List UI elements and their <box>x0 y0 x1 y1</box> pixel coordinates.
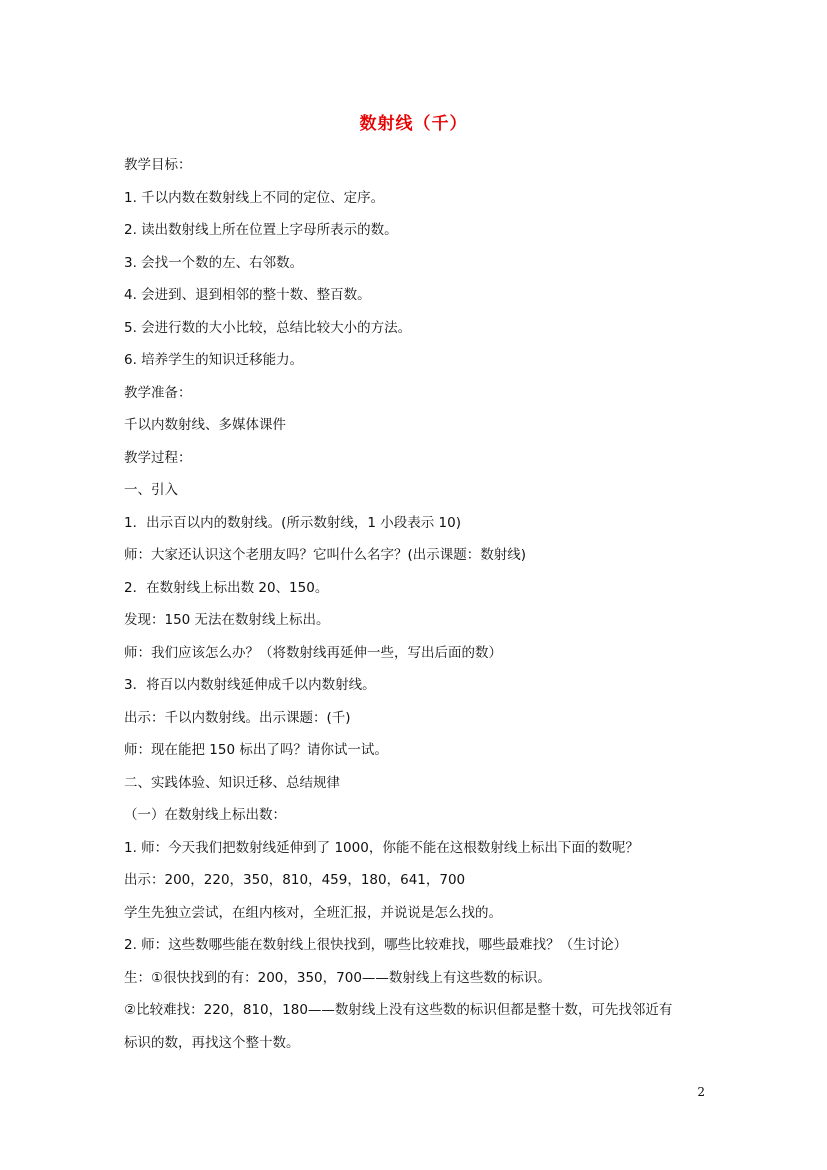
paragraph-line: （一）在数射线上标出数： <box>124 807 286 823</box>
paragraph-line: 师：我们应该怎么办？（将数射线再延伸一些，写出后面的数） <box>124 644 502 661</box>
document-title: 数射线（千） <box>359 114 468 134</box>
page-number: 2 <box>697 1085 705 1099</box>
paragraph-line: 学生先独立尝试，在组内核对，全班汇报，并说说是怎么找的。 <box>124 904 502 921</box>
paragraph-line: 千以内数射线、多媒体课件 <box>124 417 286 433</box>
objective-item: 5. 会进行数的大小比较，总结比较大小的方法。 <box>124 319 412 336</box>
section-heading-preparation: 教学准备： <box>124 384 192 401</box>
paragraph-line: 1. 师：今天我们把数射线延伸到了 1000，你能不能在这根数射线上标出下面的数呢？ <box>124 839 639 856</box>
paragraph-line: 师：大家还认识这个老朋友吗？它叫什么名字？(出示课题：数射线) <box>124 547 527 563</box>
paragraph-line: 2．在数射线上标出数 20、150。 <box>124 579 329 596</box>
paragraph-line: 生：①很快找到的有：200，350，700——数射线上有这些数的标识。 <box>124 969 551 986</box>
paragraph-line: 师：现在能把 150 标出了吗？请你试一试。 <box>124 742 388 758</box>
objective-item: 6. 培养学生的知识迁移能力。 <box>124 352 304 368</box>
paragraph-line: 3．将百以内数射线延伸成千以内数射线。 <box>124 677 376 693</box>
objective-item: 3. 会找一个数的左、右邻数。 <box>124 254 304 271</box>
paragraph-line: ②比较难找：220，810，180——数射线上没有这些数的标识但都是整十数，可先找邻近有 <box>124 1002 673 1018</box>
paragraph-line: 出示：千以内数射线。出示课题：(千) <box>124 709 351 726</box>
paragraph-line: 标识的数，再找这个整十数。 <box>124 1034 300 1051</box>
section-heading-process: 教学过程： <box>124 449 192 466</box>
document-body <box>124 149 709 1059</box>
paragraph-line: 2. 师：这些数哪些能在数射线上很快找到，哪些比较难找，哪些最难找？（生讨论） <box>124 937 628 953</box>
objective-item: 2. 读出数射线上所在位置上字母所表示的数。 <box>124 222 398 238</box>
paragraph-line: 发现：150 无法在数射线上标出。 <box>124 612 330 628</box>
paragraph-line: 出示：200，220，350，810，459，180，641，700 <box>124 872 466 888</box>
section-heading-objectives: 教学目标： <box>124 157 192 173</box>
subsection-heading: 一、引入 <box>124 482 178 498</box>
objective-item: 1. 千以内数在数射线上不同的定位、定序。 <box>124 189 385 206</box>
paragraph-line: 1．出示百以内的数射线。(所示数射线，1 小段表示 10) <box>124 514 461 531</box>
objective-item: 4. 会进到、退到相邻的整十数、整百数。 <box>124 287 371 303</box>
subsection-heading: 二、实践体验、知识迁移、总结规律 <box>124 774 340 791</box>
